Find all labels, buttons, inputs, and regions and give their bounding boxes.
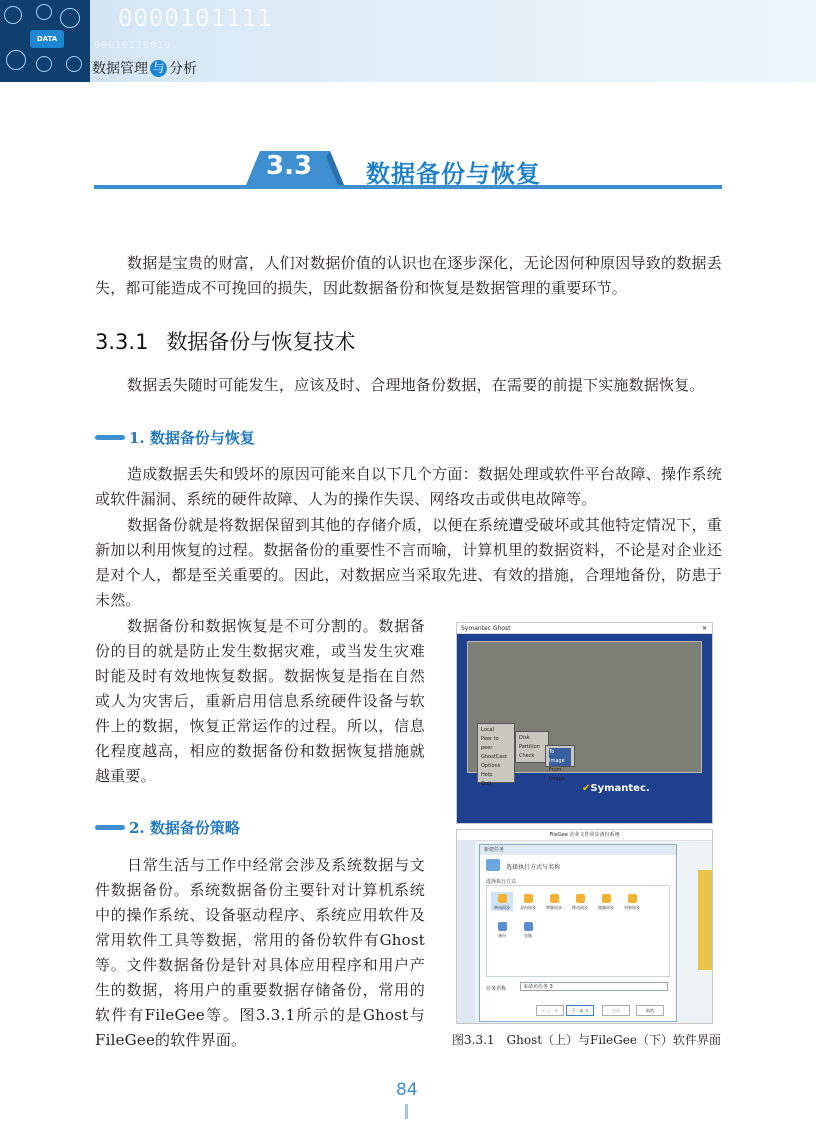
mode-option[interactable]: [595, 892, 617, 911]
mode-option-label: 克隆: [524, 933, 532, 938]
symantec-logo: [582, 783, 650, 794]
paragraph-strategy: 日常生活与工作中经常会涉及系统数据与文件数据备份。系统数据备份主要针对计算机系统中的操作系统、设备驱动程序、系统应用软件及常用软件工具等数据，常用的备份软件有Ghost等。文件数据备份是针对具体应用程序和用户产生的数据，将用户的重要数据存储备份，常用的软件有FileGee等。图3.3.1所示的是Ghost与FileGee的软件界面。: [95, 856, 425, 1049]
clone-icon: [524, 922, 533, 931]
ghost-main-menu: [477, 723, 515, 787]
menu-item[interactable]: Local: [481, 727, 494, 733]
filegee-window-title: FileGee 企业文件同步备份系统: [549, 832, 620, 838]
heading-backup-strategy: [95, 817, 240, 838]
page-number: 84: [396, 1080, 418, 1100]
circle-icon: [36, 4, 52, 20]
menu-item[interactable]: Help: [481, 772, 493, 778]
task-wizard-icon: [486, 859, 500, 871]
dialog-step-title: 选择执行方式与名称: [506, 864, 561, 871]
heading-text: 1. 数据备份与恢复: [129, 429, 255, 447]
menu-item[interactable]: To Image: [549, 748, 571, 766]
next-step-button[interactable]: 下一步 >: [566, 1005, 594, 1016]
mode-option[interactable]: [517, 920, 539, 939]
heading-backup-recovery: [95, 427, 255, 448]
prev-step-button[interactable]: < 上一步: [536, 1005, 564, 1016]
symantec-logo-text: Symantec.: [590, 783, 650, 794]
heading-bar-icon: [95, 825, 125, 830]
filegee-side-tab: [698, 870, 712, 970]
circle-icon: [66, 56, 82, 72]
mode-option[interactable]: [621, 892, 643, 911]
book-title-part1: 数据管理: [92, 61, 148, 77]
menu-item[interactable]: Options: [481, 763, 501, 769]
mode-option-label: 更新同步: [624, 905, 640, 910]
heading-bar-icon: [95, 435, 125, 440]
figure-caption: 图3.3.1 Ghost（上）与FileGee（下）软件界面: [452, 1033, 721, 1047]
page-number-bar: [405, 1104, 408, 1119]
mode-option[interactable]: [569, 892, 591, 911]
mode-option[interactable]: [491, 892, 513, 911]
ghost-screenshot: [456, 622, 713, 824]
subsection-heading: [95, 326, 355, 356]
paragraph-causes: 造成数据丢失和毁坏的原因可能来自以下几个方面：数据处理或软件平台故障、操作系统或软件漏洞、系统的硬件故障、人为的操作失误、网络攻击或供电故障等。: [95, 465, 722, 508]
data-badge: DATA: [30, 30, 64, 48]
circle-icon: [60, 8, 80, 28]
mode-option[interactable]: [491, 920, 513, 939]
ghost-window-title: Symantec Ghost: [461, 625, 511, 632]
section-number: 3.3: [266, 151, 313, 181]
task-name-label: 任务名称: [486, 986, 507, 992]
menu-item[interactable]: Partition: [519, 744, 540, 750]
subsection-title: 数据备份与恢复技术: [166, 330, 356, 354]
mode-option-label: 单向同步: [494, 905, 510, 910]
mode-option-label: 双向同步: [520, 905, 536, 910]
ghost-submenu: [515, 731, 549, 763]
checkmark-icon: ✔: [582, 783, 591, 794]
menu-item[interactable]: From Image: [549, 767, 565, 782]
subsection-intro: 数据丢失随时可能发生，应该及时、合理地备份数据，在需要的前提下实施数据恢复。: [127, 376, 705, 394]
ghost-submenu2: [545, 745, 575, 782]
dialog-titlebar: [480, 845, 676, 855]
finish-button[interactable]: 完成: [602, 1005, 630, 1016]
subsection-number: 3.3.1: [95, 330, 149, 354]
header-illustration: [0, 0, 90, 82]
mode-options-box: [486, 885, 670, 977]
mode-option-label: 移动同步: [572, 905, 588, 910]
paragraph-backup-recovery: 数据备份和数据恢复是不可分割的。数据备份的目的就是防止发生数据灾难，或当发生灾难时能及时有效地恢复数据。数据恢复是指在自然或人为灾害后，重新启用信息系统硬件设备与软件上的数据，恢复正常运作的过程。所以，信息化程度越高，相应的数据备份和数据恢复措施就越重要。: [95, 617, 425, 785]
folder-sync-icon: [498, 894, 507, 903]
circle-icon: [4, 6, 22, 24]
menu-item[interactable]: Quit: [481, 781, 492, 787]
folder-sync-icon: [524, 894, 533, 903]
filegee-screenshot: [456, 829, 713, 1024]
folder-sync-icon: [550, 894, 559, 903]
section-title: 数据备份与恢复: [366, 160, 541, 188]
circle-icon: [36, 56, 52, 72]
mode-group-label: 选择执行方式: [486, 879, 517, 885]
book-title: [92, 58, 197, 78]
cancel-button[interactable]: 取消: [636, 1005, 664, 1016]
dialog-title: 新建任务: [484, 847, 505, 853]
filegee-titlebar: [457, 830, 712, 841]
folder-sync-icon: [576, 894, 585, 903]
heading-text: 2. 数据备份策略: [129, 819, 240, 837]
intro-paragraph: 数据是宝贵的财富，人们对数据价值的认识也在逐步深化，无论因何种原因导致的数据丢失，都可能造成不可挽回的损失，因此数据备份和恢复是数据管理的重要环节。: [95, 254, 722, 297]
filegee-new-task-dialog: [479, 844, 677, 1022]
folder-sync-icon: [602, 894, 611, 903]
filegee-sidebar: [457, 840, 475, 1023]
paragraph-backup-definition: 数据备份就是将数据保留到其他的存储介质，以便在系统遭受破坏或其他特定情况下，重新加以利用恢复的过程。数据备份的重要性不言而喻，计算机里的数据资料，不论是对企业还是对个人，都是至关重要的。因此，对数据应当采取先进、有效的措施，合理地备份，防患于未然。: [95, 516, 722, 609]
task-name-input[interactable]: 未命名任务 3: [520, 982, 668, 991]
ghost-titlebar: [457, 623, 712, 634]
menu-item[interactable]: Check: [519, 753, 535, 759]
mode-option-label: 备份: [498, 933, 506, 938]
backup-icon: [498, 922, 507, 931]
mode-option-label: 镜像同步: [598, 905, 614, 910]
menu-item[interactable]: Disk: [519, 735, 530, 741]
mode-option-label: 增量同步: [546, 905, 562, 910]
circle-icon: [6, 50, 26, 70]
close-icon: ✕: [701, 625, 707, 632]
menu-item[interactable]: GhostCast: [481, 754, 507, 760]
menu-item[interactable]: Peer to peer: [481, 736, 499, 751]
folder-sync-icon: [628, 894, 637, 903]
binary-decoration: 0000101111: [118, 4, 273, 32]
book-title-yu: 与: [150, 60, 167, 77]
book-title-part2: 分析: [169, 61, 197, 77]
mode-option[interactable]: [517, 892, 539, 911]
binary-decoration-small: 00010110010: [94, 40, 172, 51]
mode-option[interactable]: [543, 892, 565, 911]
